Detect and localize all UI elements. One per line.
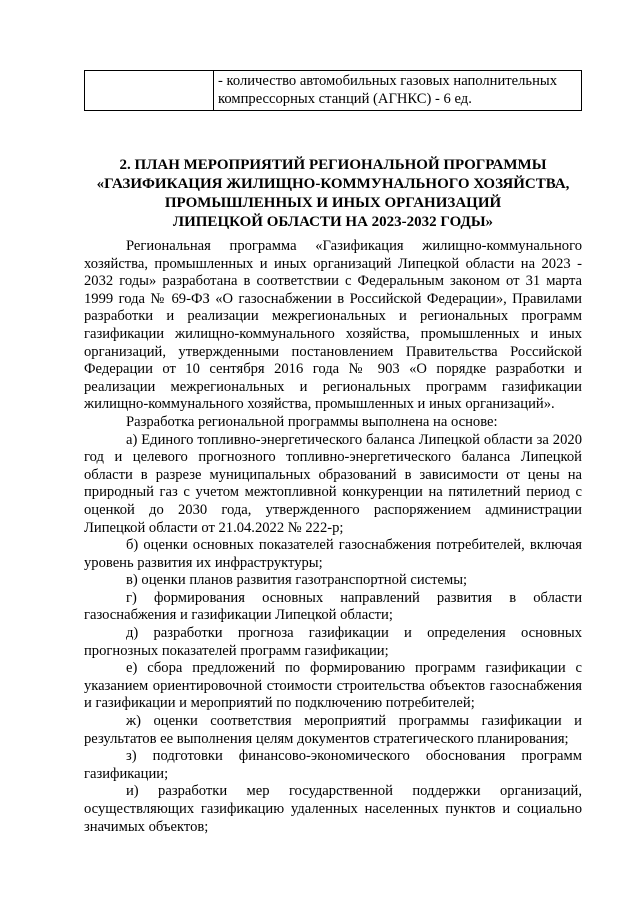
list-item-b: б) оценки основных показателей газоснабжения потребителей, включая уровень развития их инфраструктуры; <box>84 537 582 571</box>
list-item-v: в) оценки планов развития газотранспортной системы; <box>126 572 468 589</box>
heading-line: ПРОМЫШЛЕННЫХ И ИНЫХ ОРГАНИЗАЦИЙ <box>164 195 502 211</box>
list-item-g: г) формирования основных направлений развития в области газоснабжения и газификации Липецкой области; <box>84 589 582 624</box>
list-item-e: е) сбора предложений по формированию программ газификации с указанием ориентировочной стоимости строительства объектов газоснабжения и газификации и мероприятий по подключению потребителей; <box>84 660 582 712</box>
list-item-a: а) Единого топливно-энергетического баланса Липецкой области за 2020 год и целевого прогнозного топливно-энергетического баланса Липецкой области в разрезе муниципальных образований в зависимости от цены на природный газ с учетом межтопливной конкуренции на пятилетний период с оценкой до 2030 года, утвержденного распоряжением администрации Липецкой области от 21.04.2022 № 222-р; <box>84 431 582 536</box>
table-cell-value: - количество автомобильных газовых наполнительных компрессорных станций (АГНКС) - 6 ед. <box>214 71 582 111</box>
document-body <box>84 238 582 836</box>
table-cell-label <box>85 71 214 111</box>
list-item-i: и) разработки мер государственной поддержки организаций, осуществляющих газификацию удаленных населенных пунктов и социально значимых объектов; <box>84 783 582 835</box>
list-item-zh: ж) оценки соответствия мероприятий программы газификации и результатов ее выполнения целям документов стратегического планирования; <box>84 713 582 747</box>
heading-line: «ГАЗИФИКАЦИЯ ЖИЛИЩНО-КОММУНАЛЬНОГО ХОЗЯЙСТВА, <box>96 176 570 192</box>
heading-line: 2. ПЛАН МЕРОПРИЯТИЙ РЕГИОНАЛЬНОЙ ПРОГРАММЫ <box>119 157 547 173</box>
paragraph-intro: Региональная программа «Газификация жилищно-коммунального хозяйства, промышленных и иных организаций Липецкой области на 2023 - 2032 годы» разработана в соответствии с Федеральным законом от 31 марта 1999 года № 69-ФЗ «О газоснабжении в Российской Федерации», Правилами разработки и реализации межрегиональных и региональных программ газификации жилищно-коммунального хозяйства, промышленных и иных организаций, утвержденными постановлением Правительства Российской Федерации от 10 сентября 2016 года № 903 «О порядке разработки и реализации межрегиональных и региональных программ газификации жилищно-коммунального хозяйства, промышленных и иных организаций». <box>84 238 582 413</box>
indicators-table <box>84 70 582 111</box>
table-row <box>85 71 582 111</box>
list-item-z: з) подготовки финансово-экономического обоснования программ газификации; <box>84 748 582 782</box>
section-heading <box>84 156 582 232</box>
paragraph-basis: Разработка региональной программы выполнена на основе: <box>126 413 498 430</box>
heading-line: ЛИПЕЦКОЙ ОБЛАСТИ НА 2023-2032 ГОДЫ» <box>172 214 494 230</box>
list-item-d: д) разработки прогноза газификации и определения основных прогнозных показателей программ газификации; <box>84 625 582 659</box>
